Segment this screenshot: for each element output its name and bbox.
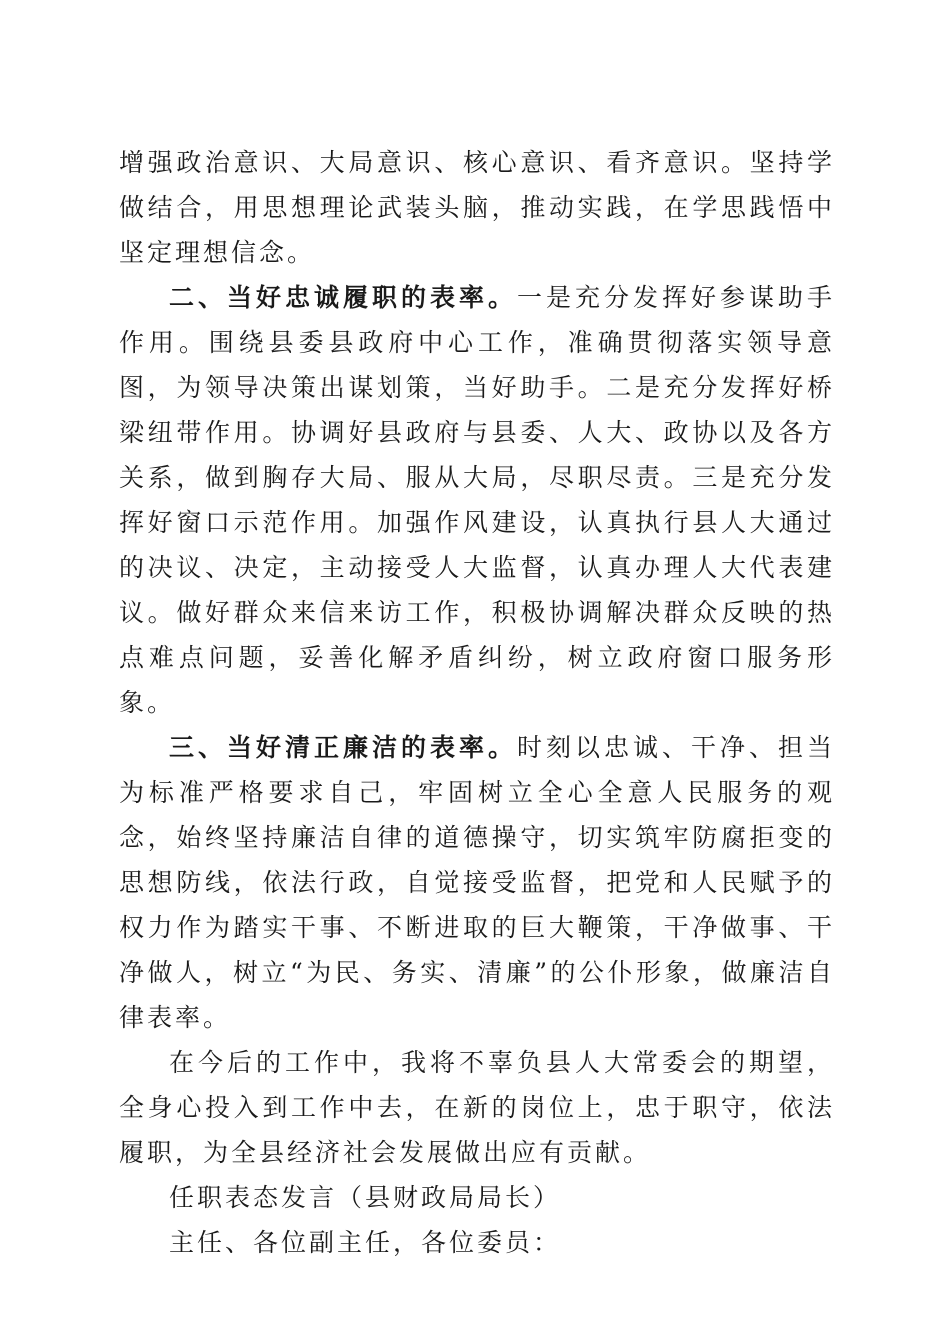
document-body [119, 140, 835, 1265]
paragraph-text: 在今后的工作中，我将不辜负县人大常委会的期望，全身心投入到工作中去，在新的岗位上，忠于职守，依法履职，为全县经济社会发展做出应有贡献。 [119, 1048, 835, 1167]
paragraph-text: 时刻以忠诚、干净、担当为标准严格要求自己，牢固树立全心全意人民服务的观念，始终坚持廉洁自律的道德操守，切实筑牢防腐拒变的思想防线，依法行政，自觉接受监督，把党和人民赋予的权力作为踏实干事、不断进取的巨大鞭策，干净做事、干净做人，树立“为民、务实、清廉”的公仆形象，做廉洁自律表率。 [119, 733, 835, 1032]
speech-salutation [119, 1220, 835, 1265]
paragraph-closing-pledge [119, 1040, 835, 1175]
paragraph-text: 一是充分发挥好参谋助手作用。围绕县委县政府中心工作，准确贯彻落实领导意图，为领导决策出谋划策，当好助手。二是充分发挥好桥梁纽带作用。协调好县政府与县委、人大、政协以及各方关系，做到胸存大局、服从大局，尽职尽责。三是充分发挥好窗口示范作用。加强作风建设，认真执行县人大通过的决议、决定，主动接受人大监督，认真办理人大代表建议。做好群众来信来访工作，积极协调解决群众反映的热点难点问题，妥善化解矛盾纠纷，树立政府窗口服务形象。 [119, 283, 835, 717]
speech-title [119, 1175, 835, 1220]
section-heading-integrity: 三、当好清正廉洁的表率。 [169, 733, 517, 762]
paragraph-political-awareness [119, 140, 835, 275]
paragraph-loyal-duty [119, 275, 835, 725]
paragraph-text: 增强政治意识、大局意识、核心意识、看齐意识。坚持学做结合，用思想理论武装头脑，推动实践，在学思践悟中坚定理想信念。 [119, 148, 835, 267]
speech-title-text: 任职表态发言（县财政局局长） [169, 1183, 562, 1212]
section-heading-loyal-duty: 二、当好忠诚履职的表率。 [169, 283, 517, 312]
salutation-text: 主任、各位副主任，各位委员： [169, 1228, 562, 1257]
paragraph-integrity [119, 725, 835, 1040]
